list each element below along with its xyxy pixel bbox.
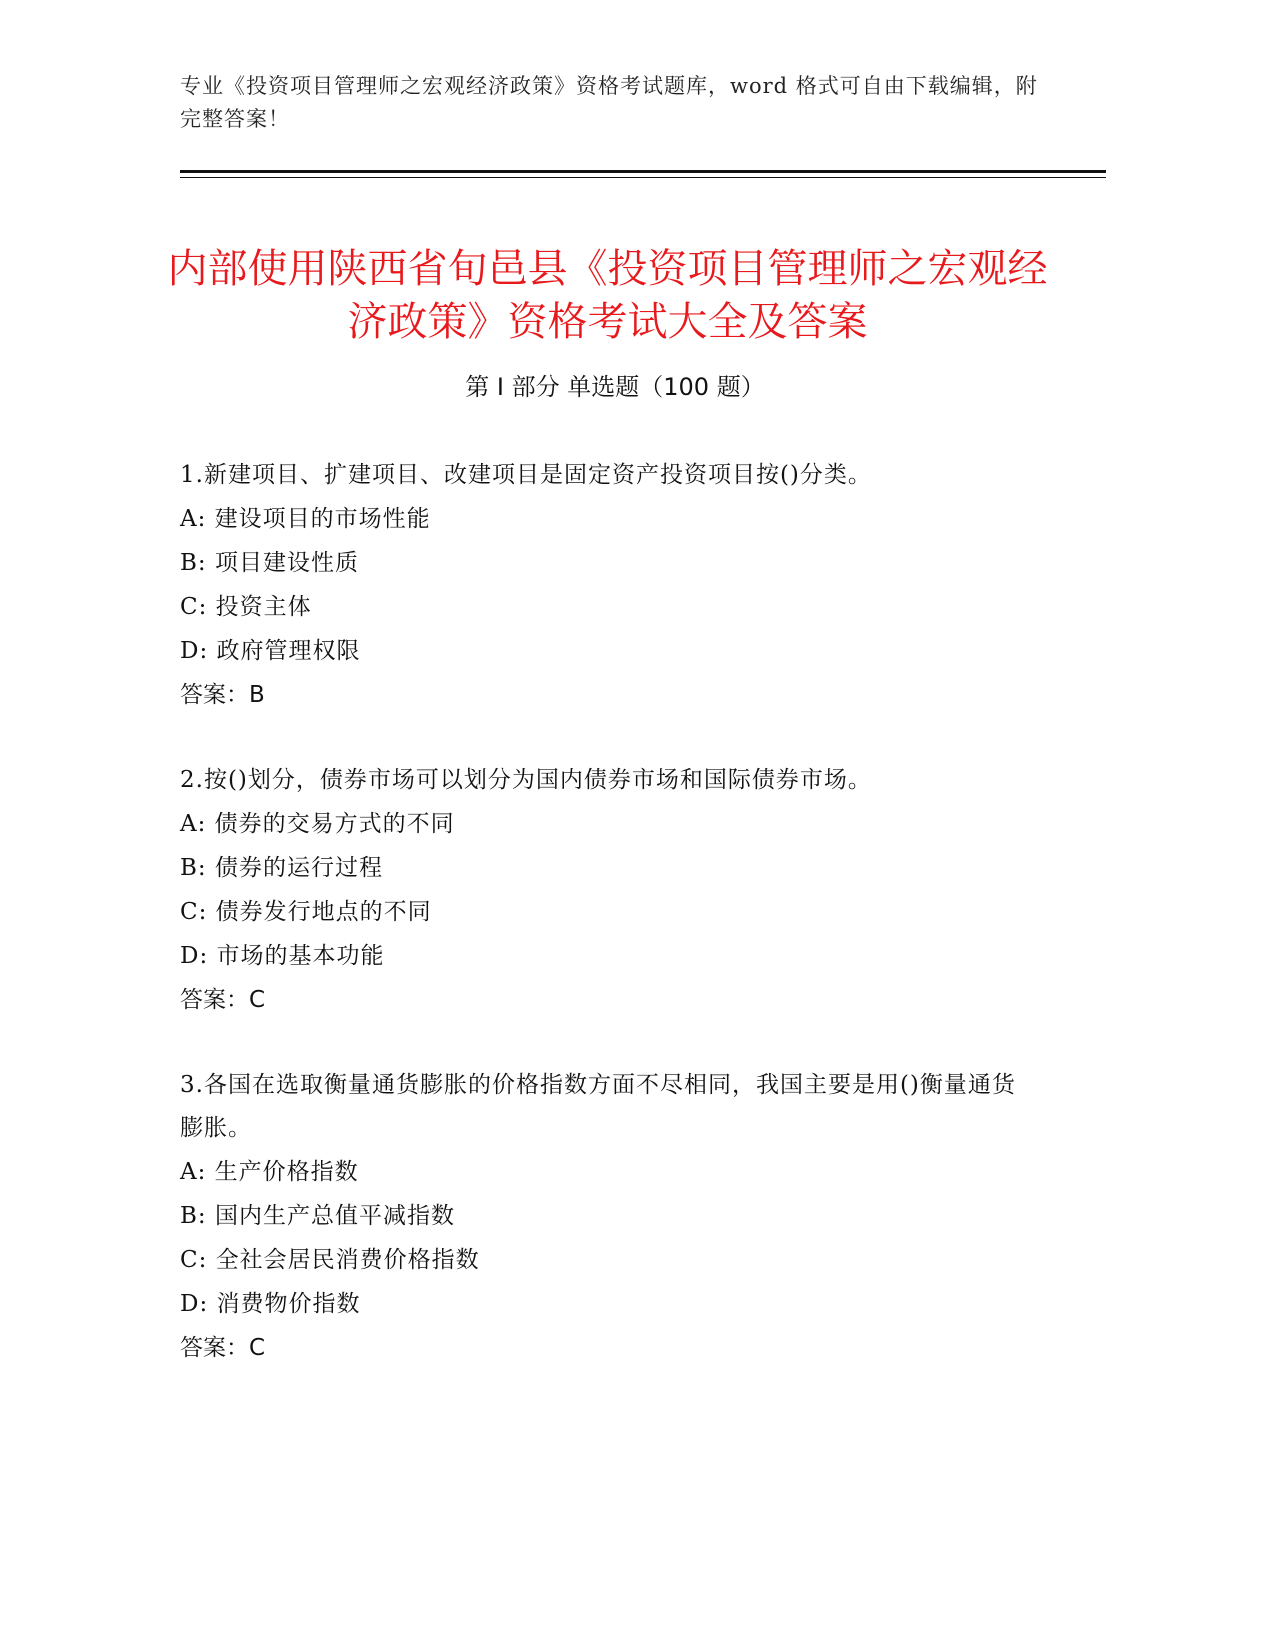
section-heading: 第 I 部分 单选题（100 题） <box>465 373 765 401</box>
option-d: D: 消费物价指数 <box>180 1291 361 1317</box>
option-b: B: 债券的运行过程 <box>180 855 383 881</box>
option-a: A: 债券的交易方式的不同 <box>180 811 455 837</box>
option-b: B: 项目建设性质 <box>180 550 359 576</box>
question-3 <box>180 1064 1020 1370</box>
answer: 答案：C <box>180 1335 266 1361</box>
header-divider-thick <box>180 170 1106 173</box>
option-b: B: 国内生产总值平减指数 <box>180 1203 455 1229</box>
header-divider-thin <box>180 177 1106 178</box>
option-c: C: 投资主体 <box>180 594 312 620</box>
question-2 <box>180 759 1060 1022</box>
document-title: 内部使用陕西省旬邑县《投资项目管理师之宏观经济政策》资格考试大全及答案 <box>167 245 1048 345</box>
question-1 <box>180 454 1060 717</box>
answer: 答案：C <box>180 987 266 1013</box>
answer: 答案：B <box>180 682 265 708</box>
option-d: D: 政府管理权限 <box>180 638 361 664</box>
option-c: C: 全社会居民消费价格指数 <box>180 1247 480 1273</box>
header-note: 专业《投资项目管理师之宏观经济政策》资格考试题库，word 格式可自由下载编辑，附完整答案！ <box>180 74 1038 131</box>
question-stem: 3.各国在选取衡量通货膨胀的价格指数方面不尽相同，我国主要是用()衡量通货膨胀。 <box>180 1072 1016 1141</box>
option-a: A: 建设项目的市场性能 <box>180 506 431 532</box>
option-d: D: 市场的基本功能 <box>180 943 385 969</box>
question-stem: 1.新建项目、扩建项目、改建项目是固定资产投资项目按()分类。 <box>180 462 872 488</box>
option-a: A: 生产价格指数 <box>180 1159 359 1185</box>
question-stem: 2.按()划分，债券市场可以划分为国内债券市场和国际债券市场。 <box>180 767 872 793</box>
option-c: C: 债券发行地点的不同 <box>180 899 432 925</box>
